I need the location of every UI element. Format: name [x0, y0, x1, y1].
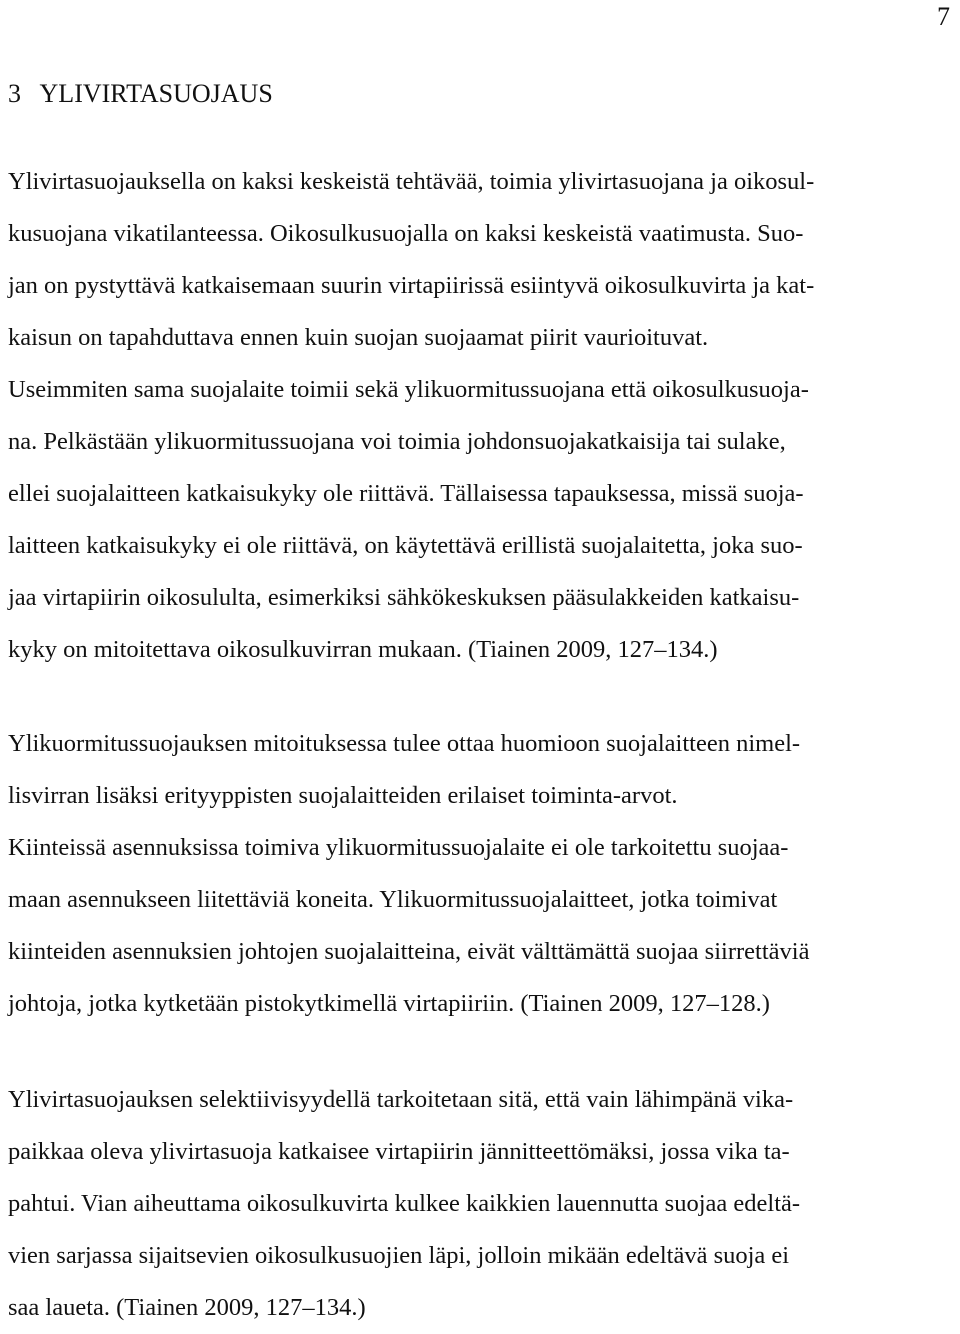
paragraph-selectivity: [8, 1074, 800, 1334]
text-line: Useimmiten sama suojalaite toimii sekä ylikuormitussuojana että oikosulkusuoja-: [8, 376, 809, 403]
text-line: johtoja, jotka kytketään pistokytkimellä virtapiiriin. (Tiainen 2009, 127–128.): [8, 990, 770, 1017]
text-line: maan asennukseen liitettäviä koneita. Ylikuormitussuojalaitteet, jotka toimivat: [8, 886, 778, 913]
text-line: jaa virtapiirin oikosululta, esimerkiksi sähkökeskuksen pääsulakkeiden katkaisu-: [8, 584, 800, 611]
text-line: kiinteiden asennuksien johtojen suojalaitteina, eivät välttämättä suojaa siirrettäviä: [8, 938, 810, 965]
text-line: Kiinteissä asennuksissa toimiva ylikuormitussuojalaite ei ole tarkoitettu suojaa-: [8, 834, 789, 861]
text-line: kusuojana vikatilanteessa. Oikosulkusuojalla on kaksi keskeistä vaatimusta. Suo-: [8, 220, 804, 247]
text-line: na. Pelkästään ylikuormitussuojana voi toimia johdonsuojakatkaisija tai sulake,: [8, 428, 786, 455]
page-number: 7: [937, 2, 950, 31]
text-line: pahtui. Vian aiheuttama oikosulkuvirta kulkee kaikkien lauennutta suojaa edeltä-: [8, 1190, 801, 1217]
text-line: ellei suojalaitteen katkaisukyky ole riittävä. Tällaisessa tapauksessa, missä suoja-: [8, 480, 804, 507]
section-heading: 3 YLIVIRTASUOJAUS: [8, 79, 273, 108]
text-line: lisvirran lisäksi erityyppisten suojalaitteiden erilaiset toiminta-arvot.: [8, 782, 678, 809]
paragraph-overcurrent-protection: [8, 156, 814, 676]
paragraph-overload-protection: [8, 718, 809, 1030]
text-line: kaisun on tapahduttava ennen kuin suojan suojaamat piirit vaurioituvat.: [8, 324, 709, 351]
text-line: Ylikuormitussuojauksen mitoituksessa tulee ottaa huomioon suojalaitteen nimel-: [8, 730, 801, 757]
text-line: saa laueta. (Tiainen 2009, 127–134.): [8, 1294, 366, 1321]
text-line: Ylivirtasuojauksen selektiivisyydellä tarkoitetaan sitä, että vain lähimpänä vika-: [8, 1086, 794, 1113]
text-line: paikkaa oleva ylivirtasuoja katkaisee virtapiirin jännitteettömäksi, jossa vika ta-: [8, 1138, 790, 1165]
text-line: laitteen katkaisukyky ei ole riittävä, on käytettävä erillistä suojalaitetta, joka suo-: [8, 532, 803, 559]
text-line: Ylivirtasuojauksella on kaksi keskeistä tehtävää, toimia ylivirtasuojana ja oikosul-: [8, 168, 815, 195]
text-line: jan on pystyttävä katkaisemaan suurin virtapiirissä esiintyvä oikosulkuvirta ja kat-: [8, 272, 815, 299]
text-line: vien sarjassa sijaitsevien oikosulkusuojien läpi, jolloin mikään edeltävä suoja ei: [8, 1242, 790, 1269]
text-line: kyky on mitoitettava oikosulkuvirran mukaan. (Tiainen 2009, 127–134.): [8, 636, 718, 663]
